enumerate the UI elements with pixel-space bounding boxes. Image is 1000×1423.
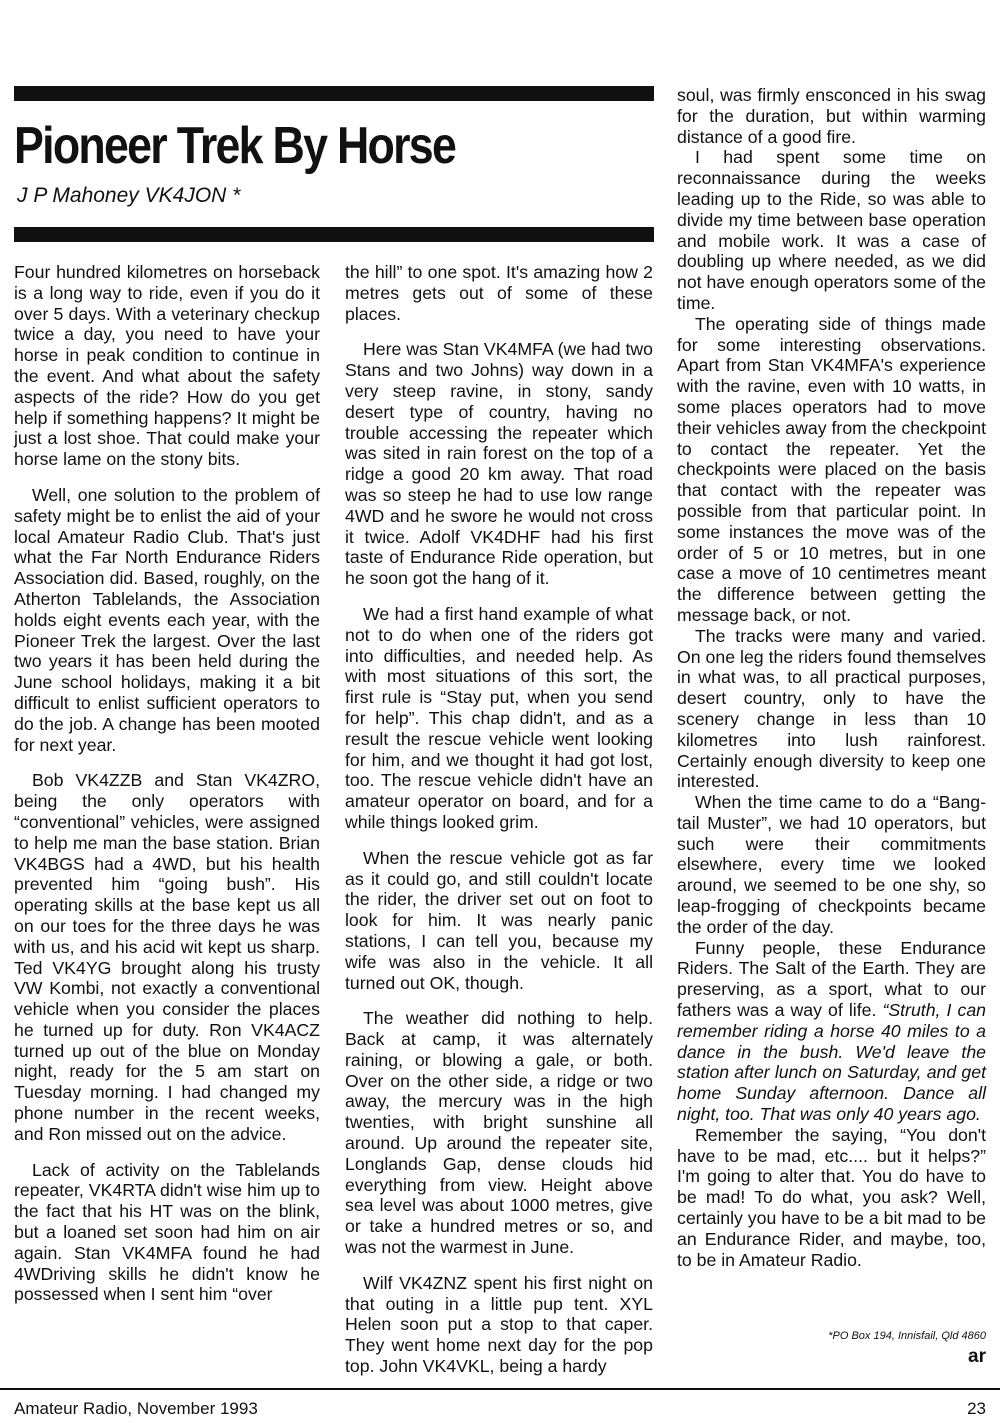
paragraph: The tracks were many and varied. On one leg the riders found themselves in what was, to all practical purposes, desert country, only to have the scenery change in less than 10 kilometres into lush rainforest. Certainly enough diversity to keep one interested. <box>677 625 986 792</box>
text-column-2 <box>345 262 653 1392</box>
footer-page-number: 23 <box>967 1399 986 1418</box>
paragraph: The weather did nothing to help. Back at camp, it was alternately raining, or blowing a gale, or both. Over on the other side, a ridge or two away, the mercury was in the high twenties, with bright sunshine all around. Up around the repeater site, Longlands Gap, dense clouds hid everything from view. Height above sea level was about 1000 metres, give or take a hundred metres or so, and was not the warmest in June. <box>345 1008 653 1258</box>
paragraph: Here was Stan VK4MFA (we had two Stans and two Johns) way down in a very steep ravine, in stony, sandy desert type of country, having no trouble accessing the repeater which was sited in rain forest on the top of a ridge a good 20 km away. That road was so steep he had to use low range 4WD and he swore he would not cross it twice. Adolf VK4DHF had his first taste of Endurance Ride operation, but he soon got the hang of it. <box>345 339 654 589</box>
paragraph: We had a first hand example of what not to do when one of the riders got into difficulties, and needed help. As with most situations of this sort, the first rule is “Stay put, when you send for help”. This chap didn't, and as a result the rescue vehicle went looking for him, and we thought it had got lost, too. The rescue vehicle didn't have an amateur operator on board, and for a while things looked grim. <box>345 603 653 832</box>
paragraph: Lack of activity on the Tablelands repeater, VK4RTA didn't wise him up to the fact that his HT was on the blink, but a loaned set soon had him on air again. Stan VK4MFA found he had 4WDriving skills he didn't know he possessed when I sent him “over <box>14 1159 320 1305</box>
author-address: *PO Box 194, Innisfail, Qld 4860 <box>828 1330 986 1342</box>
paragraph: Wilf VK4ZNZ spent his first night on that outing in a little pup tent. XYL Helen soon put a stop to that caper. They went home next day for the pop top. John VK4VKL, being a hardy <box>345 1272 653 1377</box>
article-title: Pioneer Trek By Horse <box>14 117 456 175</box>
paragraph: When the time came to do a “Bang-tail Muster”, we had 10 operators, but such were their commitments elsewhere, every time we looked around, we seemed to be one shy, so leap-frogging of checkpoints became the order of the day. <box>677 792 986 937</box>
paragraph-text: Funny people, these Endurance Riders. The Salt of the Earth. They are preserving, as a sport, what to our fathers was a way of life. <box>677 937 986 1021</box>
paragraph: When the rescue vehicle got as far as it could go, and still couldn't locate the rider, the driver set out on foot to look for him. It was nearly panic stations, I can tell you, because my wife was also in the vehicle. It all turned out OK, though. <box>345 847 653 993</box>
paragraph: I had spent some time on reconnaissance during the weeks leading up to the Ride, so was able to divide my time between base operation and mobile work. It was a case of doubling up where needed, as we did not have enough operators some of the time. <box>677 147 986 313</box>
paragraph: Remember the saying, “You don't have to be mad, etc.... but it helps?” I'm going to alter that. You do have to be mad! To do what, you ask? Well, certainly you have to be a bit mad to be an Endurance Rider, and maybe, too, to be in Amateur Radio. <box>677 1124 986 1270</box>
text-column-1 <box>14 262 320 1320</box>
paragraph: soul, was firmly ensconced in his swag for the duration, but within warming distance of a good fire. <box>677 85 986 147</box>
text-column-3 <box>677 85 986 1270</box>
paragraph: Four hundred kilometres on horseback is a long way to ride, even if you do it over 5 days. With a veterinary checkup twice a day, you need to have your horse in peak condition to continue in the event. And what about the safety aspects of the ride? How do you get help if something happens? It might be just a lost shoe. That could make your horse lame on the stony bits. <box>14 262 320 470</box>
article-end-mark: ar <box>968 1346 986 1367</box>
paragraph: the hill” to one spot. It's amazing how 2 metres gets out of some of these places. <box>345 262 653 324</box>
paragraph <box>677 938 986 1125</box>
paragraph: The operating side of things made for some interesting observations. Apart from Stan VK4MFA's experience with the ravine, even with 10 watts, in some places operators had to move their vehicles away from the checkpoint to contact the repeater. Yet the checkpoints were placed on the basis that contact with the repeater was possible from that particular point. In some instances the move was of the order of 5 or 10 metres, but in one case a move of 10 centimetres meant the difference between getting the message back, or not. <box>677 313 986 625</box>
footer-rule <box>0 1388 1000 1390</box>
paragraph: Well, one solution to the problem of safety might be to enlist the aid of your local Amateur Radio Club. That's just what the Far North Endurance Riders Association did. Based, roughly, on the Atherton Tablelands, the Association holds eight events each year, with the Pioneer Trek the largest. Over the last two years it has been held during the June school holidays, making it a bit difficult to enlist sufficient operators to do the job. A change has been mooted for next year. <box>14 484 320 755</box>
quote-text: “Struth, I can remember riding a horse 40 miles to a dance in the bush. We'd leave the station after lunch on Saturday, and get home Sunday afternoon. Dance all night, too. That was only 40 years ago. <box>677 1000 986 1125</box>
article-byline: J P Mahoney VK4JON * <box>17 184 241 207</box>
paragraph: Bob VK4ZZB and Stan VK4ZRO, being the only operators with “conventional” vehicles, were assigned to help me man the base station. Brian VK4BGS had a 4WD, but his health prevented him “going bush”. His operating skills at the base kept us all on our toes for the three days he was with us, and his acid wit kept us sharp. Ted VK4YG brought along his trusty VW Kombi, not exactly a conventional vehicle when you consider the places he turned up for duty. Ron VK4ACZ turned up out of the blue on Monday night, ready for the 5 am start on Tuesday morning. I had changed my phone number in the recent weeks, and Ron missed out on the advice. <box>14 770 320 1144</box>
title-rule-bottom <box>14 227 654 242</box>
footer-publication: Amateur Radio, November 1993 <box>14 1399 258 1418</box>
title-rule-top <box>14 86 654 101</box>
